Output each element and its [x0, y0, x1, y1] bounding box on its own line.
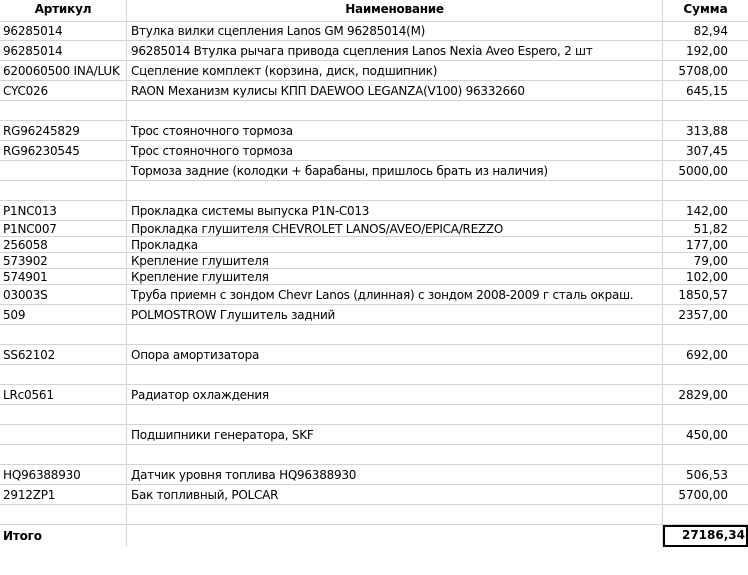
name-cell[interactable]: Крепление глушителя	[127, 269, 663, 284]
sum-cell[interactable]: 51,82	[693, 222, 728, 236]
article-cell[interactable]	[0, 181, 127, 200]
sum-cell[interactable]: 177,00	[686, 238, 728, 252]
article-cell[interactable]: 574901	[0, 269, 127, 284]
name-cell[interactable]: Радиатор охлаждения	[127, 385, 663, 404]
sum-cell[interactable]: 692,00	[686, 348, 728, 362]
sum-cell[interactable]: 142,00	[686, 204, 728, 218]
table-row	[0, 365, 748, 385]
table-row	[0, 201, 748, 221]
name-cell[interactable]: Прокладка глушителя CHEVROLET LANOS/AVEO/EPICA/REZZO	[127, 221, 663, 236]
name-cell[interactable]	[127, 365, 663, 384]
name-cell[interactable]: 96285014 Втулка рычага привода сцепления Lanos Nexia Aveo Espero, 2 шт	[127, 41, 663, 60]
article-cell[interactable]: 573902	[0, 253, 127, 268]
name-cell[interactable]	[127, 181, 663, 200]
total-row	[0, 525, 748, 547]
total-sum[interactable]: 27186,34	[663, 525, 748, 547]
table-body	[0, 22, 748, 525]
sum-cell[interactable]: 102,00	[686, 270, 728, 284]
table-row	[0, 141, 748, 161]
table-row	[0, 101, 748, 121]
table-row	[0, 22, 748, 41]
article-cell[interactable]: 256058	[0, 237, 127, 252]
name-cell[interactable]: Трос стояночного тормоза	[127, 141, 663, 160]
sum-cell[interactable]	[663, 445, 748, 464]
article-cell[interactable]: 620060500 INA/LUK	[0, 61, 127, 80]
table-row	[0, 221, 748, 237]
sum-cell[interactable]: 79,00	[693, 254, 728, 268]
sum-cell[interactable]: 192,00	[686, 44, 728, 58]
header-row	[0, 0, 748, 22]
article-cell[interactable]	[0, 505, 127, 524]
total-empty-cell[interactable]	[127, 525, 663, 547]
sum-cell[interactable]	[663, 505, 748, 524]
name-cell[interactable]: Подшипники генератора, SKF	[127, 425, 663, 444]
article-cell[interactable]: RG96230545	[0, 141, 127, 160]
table-row	[0, 345, 748, 365]
name-cell[interactable]: Прокладка	[127, 237, 663, 252]
sum-cell[interactable]: 82,94	[693, 24, 728, 38]
table-row	[0, 305, 748, 325]
table-row	[0, 61, 748, 81]
sum-cell[interactable]: 506,53	[686, 468, 728, 482]
table-row	[0, 325, 748, 345]
table-row	[0, 385, 748, 405]
name-cell[interactable]	[127, 405, 663, 424]
article-cell[interactable]: P1NC007	[0, 221, 127, 236]
article-cell[interactable]: RG96245829	[0, 121, 127, 140]
sum-cell[interactable]: 5700,00	[678, 488, 728, 502]
table-row	[0, 269, 748, 285]
sum-cell[interactable]	[663, 325, 748, 344]
sum-cell[interactable]: 5000,00	[678, 164, 728, 178]
table-row	[0, 285, 748, 305]
name-cell[interactable]: Трос стояночного тормоза	[127, 121, 663, 140]
sum-cell[interactable]: 307,45	[686, 144, 728, 158]
name-cell[interactable]: Втулка вилки сцепления Lanos GM 96285014(M)	[127, 22, 663, 40]
table-row	[0, 253, 748, 269]
sum-cell[interactable]	[663, 101, 748, 120]
article-cell[interactable]: 96285014	[0, 41, 127, 60]
name-cell[interactable]: Прокладка системы выпуска P1N-C013	[127, 201, 663, 220]
article-cell[interactable]	[0, 365, 127, 384]
name-cell[interactable]: Датчик уровня топлива HQ96388930	[127, 465, 663, 484]
table-row	[0, 161, 748, 181]
sum-cell[interactable]	[663, 405, 748, 424]
name-cell[interactable]	[127, 101, 663, 120]
name-cell[interactable]	[127, 445, 663, 464]
table-row	[0, 121, 748, 141]
name-cell[interactable]: Тормоза задние (колодки + барабаны, пришлось брать из наличия)	[127, 161, 663, 180]
name-cell[interactable]: RAON Механизм кулисы КПП DAEWOO LEGANZA(V100) 96332660	[127, 81, 663, 100]
table-row	[0, 237, 748, 253]
name-cell[interactable]: POLMOSTROW Глушитель задний	[127, 305, 663, 324]
header-name[interactable]: Наименование	[127, 0, 663, 21]
name-cell[interactable]	[127, 505, 663, 524]
article-cell[interactable]: P1NC013	[0, 201, 127, 220]
table-row	[0, 81, 748, 101]
name-cell[interactable]: Бак топливный, POLCAR	[127, 485, 663, 504]
sum-cell[interactable]: 1850,57	[678, 288, 728, 302]
article-cell[interactable]: CYC026	[0, 81, 127, 100]
table-row	[0, 485, 748, 505]
article-cell[interactable]	[0, 101, 127, 120]
sum-cell[interactable]: 450,00	[686, 428, 728, 442]
name-cell[interactable]	[127, 325, 663, 344]
article-cell[interactable]	[0, 325, 127, 344]
article-cell[interactable]	[0, 445, 127, 464]
sum-cell[interactable]: 2829,00	[678, 388, 728, 402]
table-row	[0, 445, 748, 465]
table-row	[0, 41, 748, 61]
name-cell[interactable]: Сцепление комплект (корзина, диск, подшипник)	[127, 61, 663, 80]
table-row	[0, 425, 748, 445]
article-cell[interactable]: LRc0561	[0, 385, 127, 404]
header-sum[interactable]: Сумма	[683, 2, 728, 16]
article-cell[interactable]: 03003S	[0, 285, 127, 304]
name-cell[interactable]: Труба приемн с зондом Chevr Lanos (длинная) с зондом 2008-2009 г сталь окраш.	[127, 285, 663, 304]
name-cell[interactable]: Крепление глушителя	[127, 253, 663, 268]
article-cell[interactable]	[0, 405, 127, 424]
table-row	[0, 505, 748, 525]
sum-cell[interactable]: 313,88	[686, 124, 728, 138]
total-label[interactable]: Итого	[0, 525, 127, 547]
article-cell[interactable]: 509	[0, 305, 127, 324]
article-cell[interactable]: HQ96388930	[0, 465, 127, 484]
sum-cell[interactable]: 645,15	[686, 84, 728, 98]
article-cell[interactable]	[0, 161, 127, 180]
article-cell[interactable]: 96285014	[0, 22, 127, 40]
header-article[interactable]: Артикул	[0, 0, 127, 21]
sum-cell[interactable]: 2357,00	[678, 308, 728, 322]
sum-cell[interactable]	[663, 365, 748, 384]
table-row	[0, 465, 748, 485]
article-cell[interactable]: SS62102	[0, 345, 127, 364]
sum-cell[interactable]: 5708,00	[678, 64, 728, 78]
article-cell[interactable]: 2912ZP1	[0, 485, 127, 504]
article-cell[interactable]	[0, 425, 127, 444]
table-row	[0, 405, 748, 425]
name-cell[interactable]: Опора амортизатора	[127, 345, 663, 364]
table-row	[0, 181, 748, 201]
sum-cell[interactable]	[663, 181, 748, 200]
